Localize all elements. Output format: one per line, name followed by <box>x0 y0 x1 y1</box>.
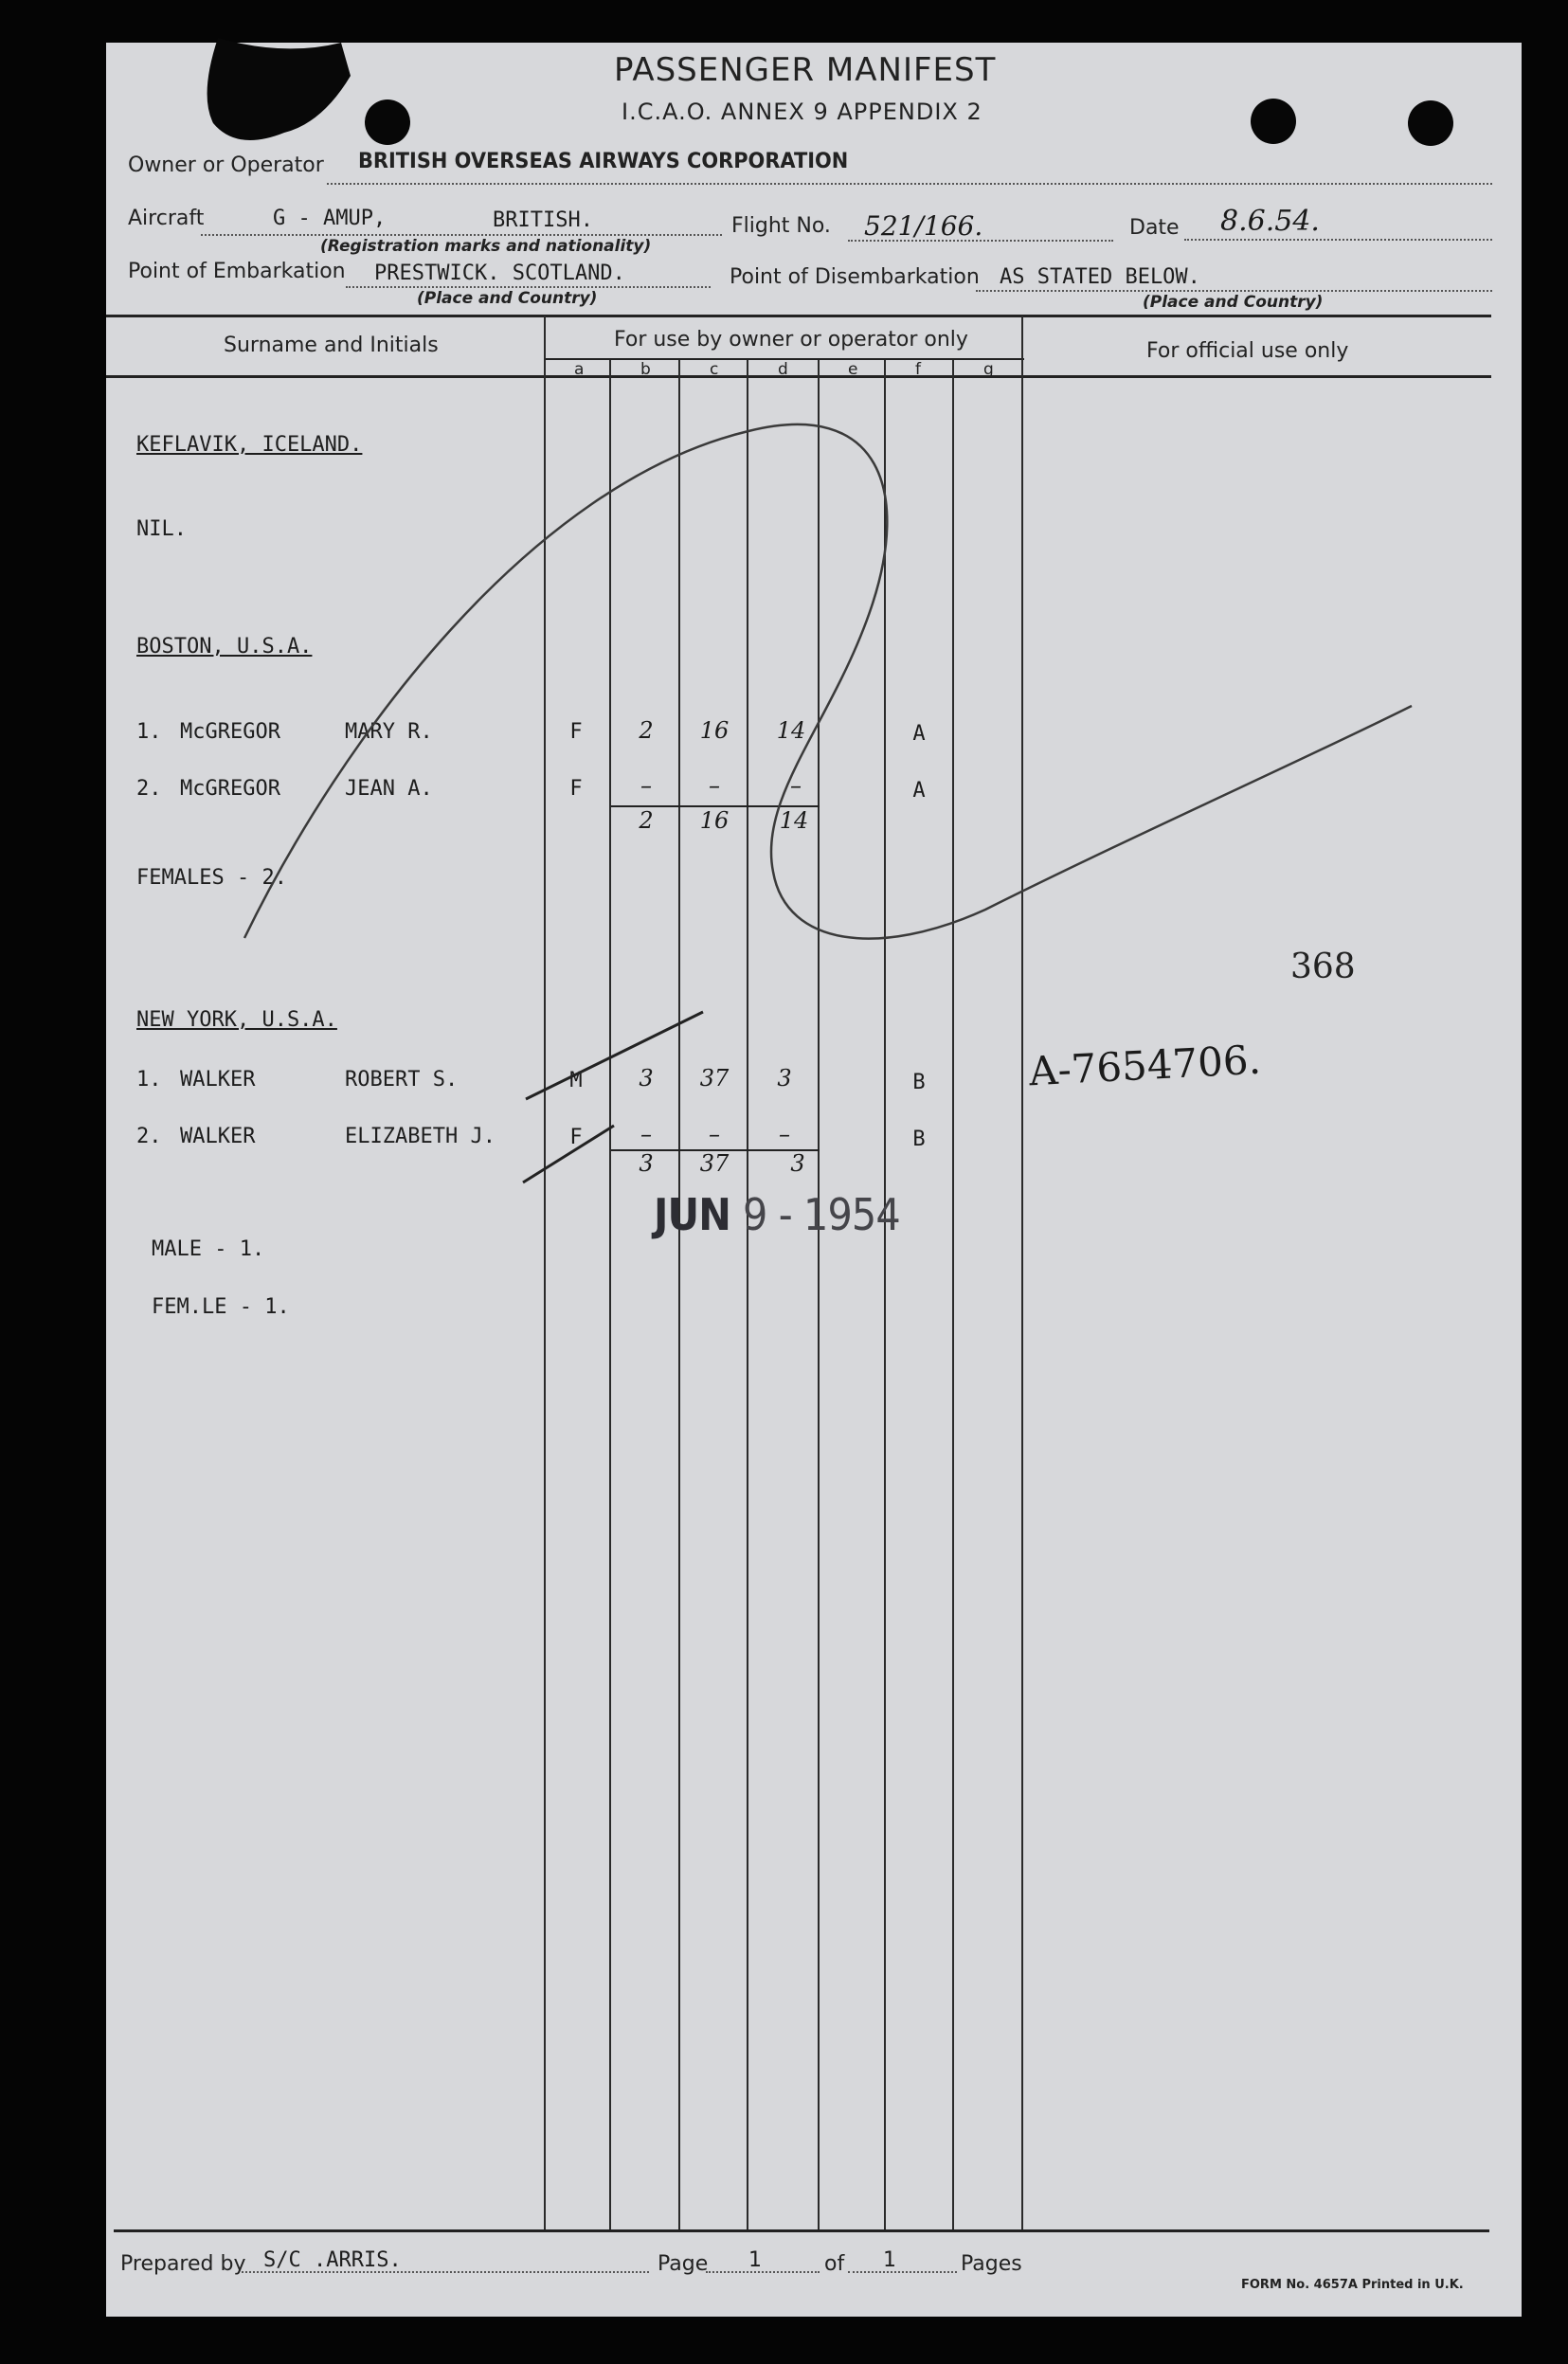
passenger-num: 2. <box>136 777 162 801</box>
cell-d: 3 <box>777 1065 792 1092</box>
embark-value: PRESTWICK. SCOTLAND. <box>374 262 625 285</box>
owner-value: BRITISH OVERSEAS AIRWAYS CORPORATION <box>358 150 849 173</box>
new-york-female-summary: FEM.LE - 1. <box>152 1295 290 1319</box>
destination-keflavik: KEFLAVIK, ICELAND. <box>136 433 363 457</box>
destination-new-york: NEW YORK, U.S.A. <box>136 1008 337 1032</box>
manifest-title: PASSENGER MANIFEST <box>614 51 997 89</box>
cell-b: – <box>640 1121 652 1147</box>
boston-total-d: 14 <box>779 807 809 834</box>
date-stamp-rest: 9 - 1954 <box>742 1189 900 1240</box>
flight-label: Flight No. <box>731 214 831 238</box>
passenger-sex: F <box>569 777 583 801</box>
new-york-total-c: 37 <box>699 1150 730 1177</box>
aircraft-label: Aircraft <box>128 207 205 230</box>
passenger-surname: McGREGOR <box>180 777 280 801</box>
subcol-b: b <box>640 360 651 379</box>
page-value: 1 <box>748 2248 762 2272</box>
prepared-by-value: S/C .ARRIS. <box>263 2248 402 2272</box>
page-dotted-line <box>706 2271 820 2273</box>
cell-d: 14 <box>776 717 806 744</box>
cell-b: – <box>640 772 652 799</box>
passenger-given: ROBERT S. <box>345 1068 459 1092</box>
passenger-num: 2. <box>136 1125 162 1148</box>
passenger-surname: WALKER <box>180 1068 256 1092</box>
page-number-stamp: 368 <box>1290 947 1356 986</box>
keflavik-nil: NIL. <box>136 517 187 541</box>
subcol-e: e <box>848 360 858 379</box>
passenger-surname: McGREGOR <box>180 720 280 744</box>
subcol-d: d <box>778 360 788 379</box>
boston-total-c: 16 <box>699 807 730 834</box>
cell-b: 2 <box>639 717 654 744</box>
disembark-value: AS STATED BELOW. <box>1000 265 1200 289</box>
date-stamp-month: JUN <box>654 1189 730 1240</box>
form-number: FORM No. 4657A Printed in U.K. <box>1241 2278 1464 2292</box>
subcol-f: f <box>915 360 921 379</box>
disembark-label: Point of Disembarkation <box>730 265 980 289</box>
aircraft-value: G - AMUP, <box>273 207 387 230</box>
passenger-given: MARY R. <box>345 720 433 744</box>
boston-summary: FEMALES - 2. <box>136 866 287 890</box>
handwritten-reference: A-7654706. <box>1027 1036 1263 1095</box>
new-york-total-b: 3 <box>639 1150 654 1177</box>
official-use-header: For official use only <box>1146 339 1349 363</box>
destination-boston: BOSTON, U.S.A. <box>136 635 313 659</box>
passenger-surname: WALKER <box>180 1125 256 1148</box>
disembark-note: (Place and Country) <box>1143 293 1324 312</box>
cell-c: – <box>709 772 720 799</box>
date-label: Date <box>1129 216 1180 240</box>
date-value: 8.6.54. <box>1220 205 1320 238</box>
manifest-subtitle: I.C.A.O. ANNEX 9 APPENDIX 2 <box>622 99 982 125</box>
passenger-sex: F <box>569 1126 583 1149</box>
subcol-g: g <box>983 360 994 379</box>
prepared-dotted-line <box>242 2271 649 2273</box>
passenger-given: ELIZABETH J. <box>345 1125 496 1148</box>
registration-note: (Registration marks and nationality) <box>320 237 652 256</box>
passenger-sex: M <box>569 1069 583 1092</box>
boston-total-b: 2 <box>639 807 654 834</box>
prepared-by-label: Prepared by <box>120 2252 246 2276</box>
embark-label: Point of Embarkation <box>128 260 346 283</box>
of-value: 1 <box>883 2248 896 2272</box>
subcol-a: a <box>574 360 585 379</box>
flight-value: 521/166. <box>864 210 983 242</box>
passenger-sex: F <box>569 720 583 744</box>
page-label: Page <box>658 2252 709 2276</box>
of-label: of <box>824 2252 845 2276</box>
embark-note: (Place and Country) <box>417 289 598 308</box>
subcol-c: c <box>710 360 719 379</box>
cell-b: 3 <box>639 1065 654 1092</box>
new-york-total-d: 3 <box>790 1150 805 1177</box>
pages-label: Pages <box>961 2252 1022 2276</box>
cell-d: – <box>779 1121 790 1147</box>
cell-f: B <box>912 1071 926 1094</box>
passenger-num: 1. <box>136 720 162 744</box>
owner-label: Owner or Operator <box>128 153 324 177</box>
owner-use-header: For use by owner or operator only <box>614 328 968 352</box>
new-york-male-summary: MALE - 1. <box>152 1237 265 1261</box>
nationality-value: BRITISH. <box>493 208 593 232</box>
cell-d: – <box>790 772 802 799</box>
cell-f: A <box>912 779 926 803</box>
cell-c: 37 <box>699 1065 730 1092</box>
cell-c: 16 <box>699 717 730 744</box>
of-dotted-line <box>848 2271 957 2273</box>
surname-column-header: Surname and Initials <box>224 334 439 357</box>
cell-f: A <box>912 722 926 746</box>
passenger-num: 1. <box>136 1068 162 1092</box>
cell-f: B <box>912 1128 926 1151</box>
passenger-given: JEAN A. <box>345 777 433 801</box>
cell-c: – <box>709 1121 720 1147</box>
